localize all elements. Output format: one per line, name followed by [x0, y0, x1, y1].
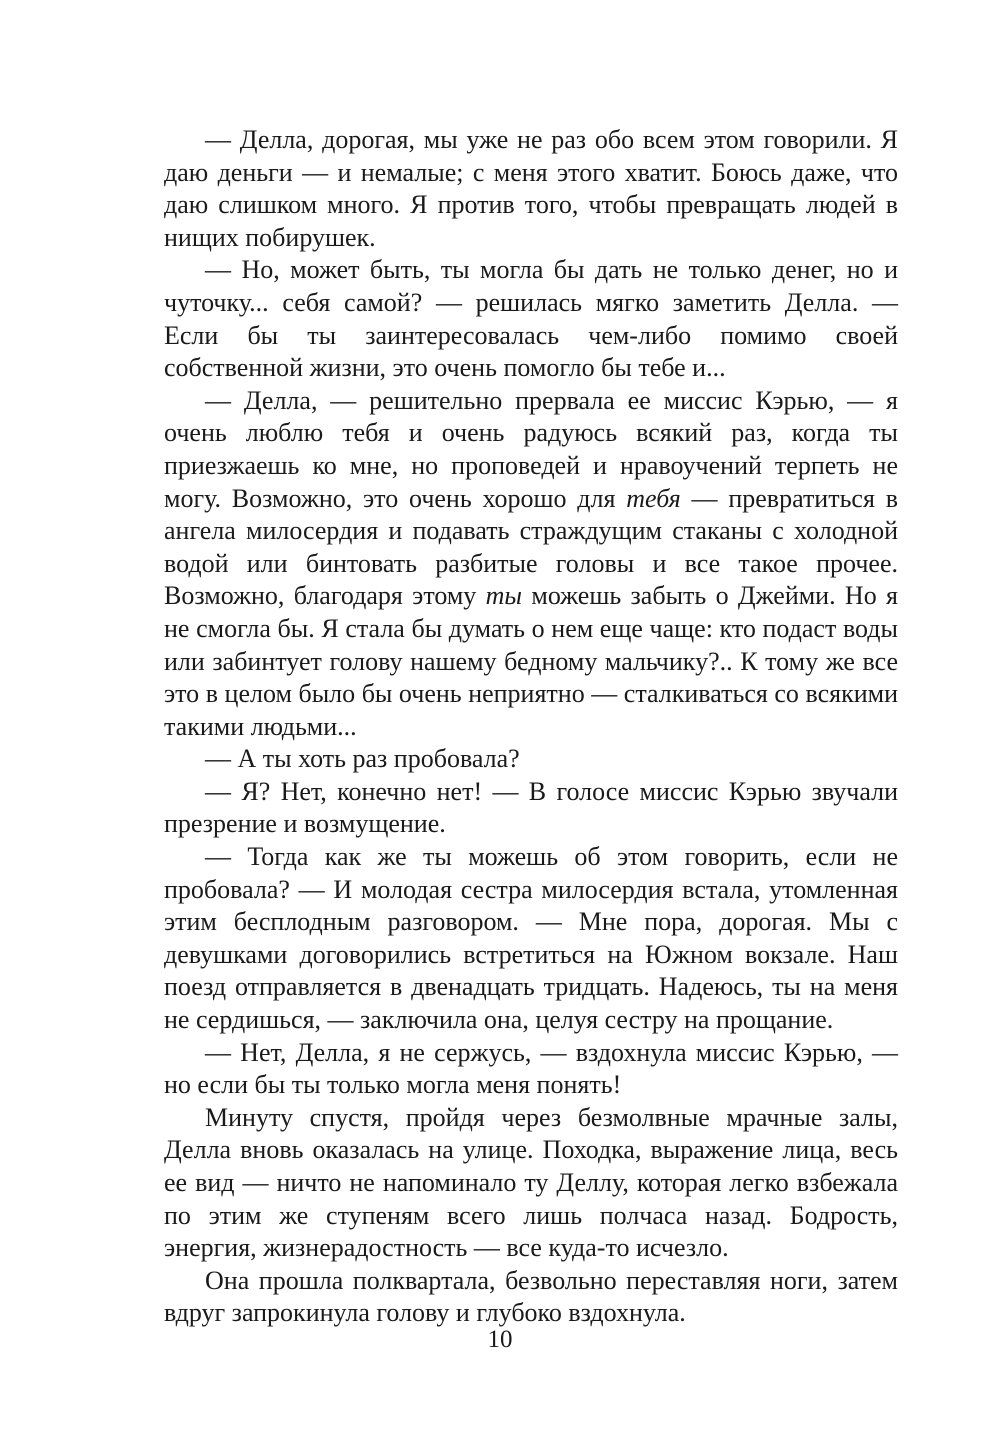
paragraph: [164, 1037, 898, 1102]
text-segment: Она прошла полквартала, безвольно переставляя ноги, затем вдруг запрокинула голову и глубоко вздохнула.: [164, 1265, 898, 1328]
italic-text: ты: [485, 581, 523, 611]
text-segment: — превратиться в ангела милосердия и подавать страждущим стаканы с холодной водой или бинтовать разбитые головы и все такое прочее. Возможно, благодаря этому: [164, 483, 898, 611]
paragraph: [164, 776, 898, 841]
text-segment: — Нет, Делла, я не сержусь, — вздохнула миссис Кэрью, — но если бы ты только могла меня понять!: [164, 1037, 898, 1100]
italic-text: тебя: [626, 483, 681, 513]
text-segment: — Делла, — решительно прервала ее миссис Кэрью, — я очень люблю тебя и очень радуюсь всякий раз, когда ты приезжаешь ко мне, но проповедей и нравоучений терпеть не могу. Возможно, это очень хорошо для: [164, 385, 898, 513]
text-segment: можешь забыть о Джейми. Но я не смогла бы. Я стала бы думать о нем еще чаще: кто подаст воды или забинтует голову нашему бедному мальчику?.. К тому же все это в целом было бы очень неприятно — сталкиваться со всякими такими людьми...: [164, 581, 898, 741]
text-segment: — Но, может быть, ты могла бы дать не только денег, но и чуточку... себя самой? — решилась мягко заметить Делла. — Если бы ты заинтересовалась чем-либо помимо своей собственной жизни, это очень помогло бы тебе и...: [164, 255, 898, 383]
paragraph: [164, 254, 898, 384]
text-segment: — Я? Нет, конечно нет! — В голосе миссис Кэрью звучали презрение и возмущение.: [164, 776, 898, 839]
text-segment: — А ты хоть раз пробовала?: [205, 744, 520, 774]
paragraph: [164, 385, 898, 744]
paragraph: [164, 1102, 898, 1265]
text-segment: Минуту спустя, пройдя через безмолвные мрачные залы, Делла вновь оказалась на улице. Походка, выражение лица, весь ее вид — ничто не напоминало ту Деллу, которая легко взбежала по этим же ступеням всего лишь полчаса назад. Бодрость, энергия, жизнерадостность — все куда-то исчезло.: [164, 1102, 898, 1263]
text-segment: — Делла, дорогая, мы уже не раз обо всем этом говорили. Я даю деньги — и немалые; с меня этого хватит. Боюсь даже, что даю слишком много. Я против того, чтобы превращать людей в нищих побирушек.: [164, 125, 898, 252]
paragraph: [164, 1265, 898, 1330]
paragraph: [164, 743, 898, 776]
paragraph: [164, 841, 898, 1037]
text-segment: — Тогда как же ты можешь об этом говорить, если не пробовала? — И молодая сестра милосердия встала, утомленная этим бесплодным разговором. — Мне пора, дорогая. Мы с девушками договорились встретиться на Южном вокзале. Наш поезд отправляется в двенадцать тридцать. Надеюсь, ты на меня не сердишься, — заключила она, целуя сестру на прощание.: [164, 842, 898, 1035]
page-number: 10: [487, 1326, 513, 1353]
paragraph: [164, 124, 898, 254]
body-text: [164, 124, 898, 1330]
